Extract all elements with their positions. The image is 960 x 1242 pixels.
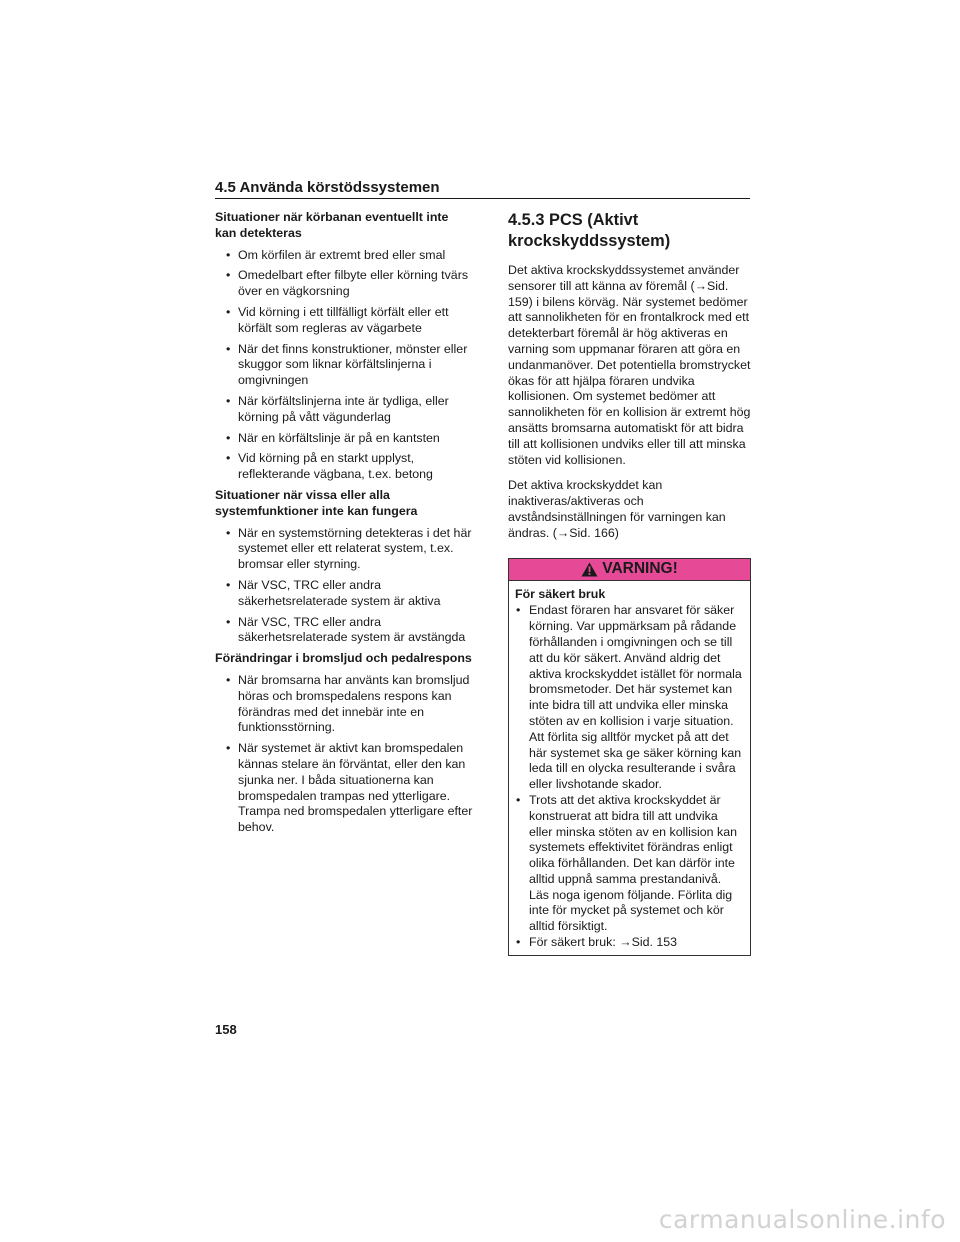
- bullet-symbol: •: [516, 792, 521, 807]
- list-item: [215, 741, 473, 836]
- system-function-heading: Situationer när vissa eller alla systemfunktioner inte kan fungera: [215, 487, 418, 518]
- bullet-symbol: •: [226, 577, 231, 592]
- list-item-text: När VSC, TRC eller andra säkerhetsrelaterade system är avstängda: [238, 614, 466, 645]
- list-item-text: När bromsarna har använts kan bromsljud höras och bromspedalens respons kan förändras med det innebär inte en funktionsstörning.: [238, 672, 470, 735]
- warning-body: [509, 581, 750, 955]
- bullet-symbol: •: [226, 268, 231, 283]
- list-item: [215, 451, 473, 483]
- bullet-symbol: •: [516, 935, 521, 950]
- section-header: 4.5 Använda körstödssystemen: [215, 179, 750, 199]
- list-item: [215, 578, 473, 610]
- list-item-text: När en systemstörning detekteras i det här systemet eller ett relaterat system, t.ex. bromsar eller styrning.: [238, 525, 472, 572]
- lane-detection-heading: Situationer när körbanan eventuellt inte kan detekteras: [215, 210, 449, 240]
- system-function-list: [215, 526, 473, 647]
- warning-list: [515, 603, 744, 951]
- list-item: [215, 615, 473, 647]
- list-item: [215, 431, 473, 447]
- list-item: [215, 342, 473, 389]
- warning-subheading: För säkert bruk: [515, 586, 606, 601]
- list-item-text: För säkert bruk: →Sid. 153: [529, 935, 678, 950]
- list-item: [215, 248, 473, 264]
- bullet-symbol: •: [226, 525, 231, 540]
- bullet-symbol: •: [226, 247, 231, 262]
- page-number: 158: [215, 1022, 237, 1037]
- watermark: carmanualsonline.info: [658, 1205, 946, 1234]
- list-item-text: Om körfilen är extremt bred eller smal: [238, 247, 446, 262]
- bullet-symbol: •: [226, 393, 231, 408]
- warning-banner: [509, 559, 750, 581]
- list-item: [515, 935, 744, 951]
- bullet-symbol: •: [226, 430, 231, 445]
- list-item-text: Vid körning på en starkt upplyst, reflekterande vägbana, t.ex. betong: [238, 451, 433, 482]
- list-item: [215, 394, 473, 426]
- bullet-symbol: •: [226, 741, 231, 756]
- brake-response-heading: Förändringar i bromsljud och pedalrespons: [215, 651, 472, 666]
- list-item-text: När körfältslinjerna inte är tydliga, eller körning på vått vägunderlag: [238, 393, 449, 424]
- list-item-text: När systemet är aktivt kan bromspedalen kännas stelare än förväntat, eller den kan sjunka ner. I båda situationerna kan bromspedalen trampas ned ytterligare. Trampa ned bromspedalen ytterligare efter behov.: [238, 741, 473, 835]
- list-item: [215, 526, 473, 573]
- list-item-text: När en körfältslinje är på en kantsten: [238, 430, 440, 445]
- bullet-symbol: •: [226, 614, 231, 629]
- list-item: [215, 268, 473, 300]
- list-item: [515, 793, 744, 935]
- pcs-description: Det aktiva krockskyddssystemet använder sensorer till att känna av föremål (→Sid. 159) i bilens körväg. När systemet bedömer att sannolikheten för en frontalkrock med ett detekterbart föremål är hög aktiveras en varning som uppmanar föraren att göra en undanmanöver. Det potentiella bromstrycket ökas för att hjälpa föraren undvika kollisionen. Om systemet bedömer att sannolikheten för en kollision är extremt hög ansätts bromsarna automatiskt för att bidra till att kollisionen undviks eller till att minska stöten vid kollisionen.: [508, 263, 751, 467]
- warning-triangle-icon: [581, 562, 598, 577]
- bullet-symbol: •: [516, 603, 521, 618]
- pcs-section-title: 4.5.3 PCS (Aktivt krockskyddssystem): [508, 211, 671, 250]
- list-item-text: Omedelbart efter filbyte eller körning tvärs över en vägkorsning: [238, 268, 469, 299]
- bullet-symbol: •: [226, 304, 231, 319]
- list-item: [515, 603, 744, 793]
- lane-detection-list: [215, 248, 473, 483]
- list-item-text: När VSC, TRC eller andra säkerhetsrelaterade system är aktiva: [238, 577, 441, 608]
- list-item: [215, 673, 473, 736]
- warning-title: VARNING!: [602, 560, 678, 578]
- list-item-text: Vid körning i ett tillfälligt körfält eller ett körfält som regleras av vägarbete: [238, 304, 449, 335]
- brake-response-list: [215, 673, 473, 836]
- list-item-text: När det finns konstruktioner, mönster eller skuggor som liknar körfältslinjerna i omgivningen: [238, 341, 468, 388]
- list-item-text: Endast föraren har ansvaret för säker körning. Var uppmärksam på rådande förhållanden i omgivningen och se till att du kör säkert. Använd aldrig det aktiva krockskyddet istället för normala bromsmetoder. Det här systemet kan inte bidra till att undvika eller minska stöten av en kollision i varje situation. Att förlita sig alltför mycket på att det här systemet ska ge säker körning kan leda till en olycka resulterande i svåra eller livshotande skador.: [529, 603, 742, 792]
- list-item-text: Trots att det aktiva krockskyddet är konstruerat att bidra till att undvika eller minska stöten av en kollision kan systemets effektivitet förändras enligt olika förhållanden. Det kan därför inte alltid uppnå samma prestandanivå. Läs noga igenom följande. Förlita dig inte för mycket på systemet och kör alltid försiktigt.: [529, 792, 737, 934]
- warning-box: [508, 558, 751, 956]
- list-item: [215, 305, 473, 337]
- pcs-settings-note: Det aktiva krockskyddet kan inaktiveras/aktiveras och avståndsinställningen för varningen kan ändras. (→Sid. 166): [508, 478, 726, 540]
- bullet-symbol: •: [226, 672, 231, 687]
- bullet-symbol: •: [226, 451, 231, 466]
- left-column: [215, 210, 473, 841]
- right-column: [508, 210, 751, 956]
- bullet-symbol: •: [226, 341, 231, 356]
